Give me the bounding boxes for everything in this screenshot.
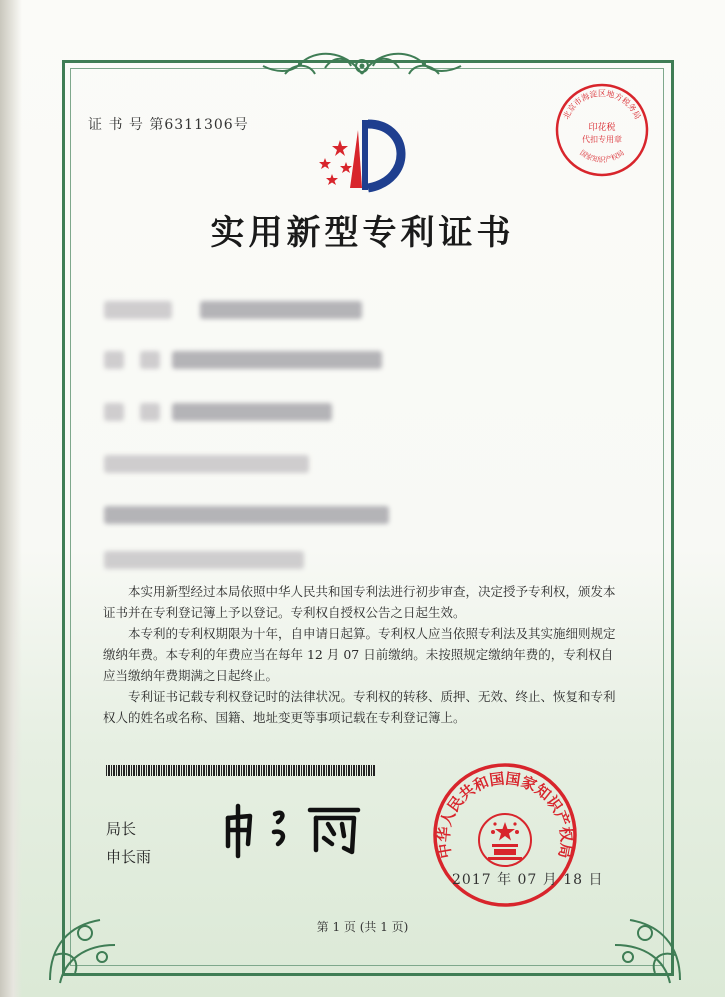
redacted-field-label <box>140 351 160 369</box>
redacted-field-label <box>104 351 124 369</box>
page-indicator: 第 1 页 (共 1 页) <box>316 920 409 934</box>
body-paragraph-1: 本实用新型经过本局依照中华人民共和国专利法进行初步审查，决定授予专利权，颁发本证书并在专利登记簿上予以登记。专利权自授权公告之日起生效。 <box>103 584 616 620</box>
redacted-field-label <box>140 403 160 421</box>
body-paragraph-2: 本专利的专利权期限为十年，自申请日起算。专利权人应当依照专利法及其实施细则规定缴纳年费。本专利的年费应当在每年 12 月 07 日前缴纳。未按照规定缴纳年费的，专利权自应当缴纳年费期满之日起终止。 <box>103 626 616 683</box>
issue-date: 2017 年 07 月 18 日 <box>452 872 604 888</box>
top-ornament <box>255 44 470 84</box>
redacted-field-label <box>104 403 124 421</box>
certificate-number: 证 书 号 第6311306号 <box>88 117 249 133</box>
patent-office-logo <box>310 110 420 200</box>
tax-seal-bottom-text: 国家知识产权局 <box>578 148 626 164</box>
tax-seal-line1: 印花税 <box>588 123 616 133</box>
redacted-field-value <box>104 551 304 569</box>
redacted-field-value <box>172 351 382 369</box>
redacted-field-value <box>104 506 389 524</box>
svg-text:国家知识产权局 <box>578 148 626 164</box>
redacted-field-label <box>104 301 172 319</box>
svg-text:北京市海淀区地方税务局 <box>561 88 643 120</box>
director-name: 申长雨 <box>106 848 152 866</box>
tax-seal-ring-text: 北京市海淀区地方税务局 <box>561 89 643 121</box>
director-title: 局长 <box>106 820 137 838</box>
certificate-title: 实用新型专利证书 <box>210 213 515 253</box>
redacted-field-value <box>172 403 332 421</box>
redacted-field-value <box>104 455 309 473</box>
tax-stamp-seal <box>552 80 652 180</box>
body-paragraph-3: 专利证书记载专利权登记时的法律状况。专利权的转移、质押、无效、终止、恢复和专利权人的姓名或名称、国籍、地址变更等事项记载在专利登记簿上。 <box>103 689 616 725</box>
tax-seal-line2: 代扣专用章 <box>582 135 622 144</box>
barcode <box>106 765 376 776</box>
redacted-field-value <box>200 301 362 319</box>
page-fold-shadow <box>0 0 22 997</box>
seal-ring-text: 中华人民共和国国家知识产权局 <box>434 769 576 860</box>
certificate-body <box>103 581 623 728</box>
director-signature <box>220 800 370 860</box>
national-emblem-icon <box>488 822 522 860</box>
